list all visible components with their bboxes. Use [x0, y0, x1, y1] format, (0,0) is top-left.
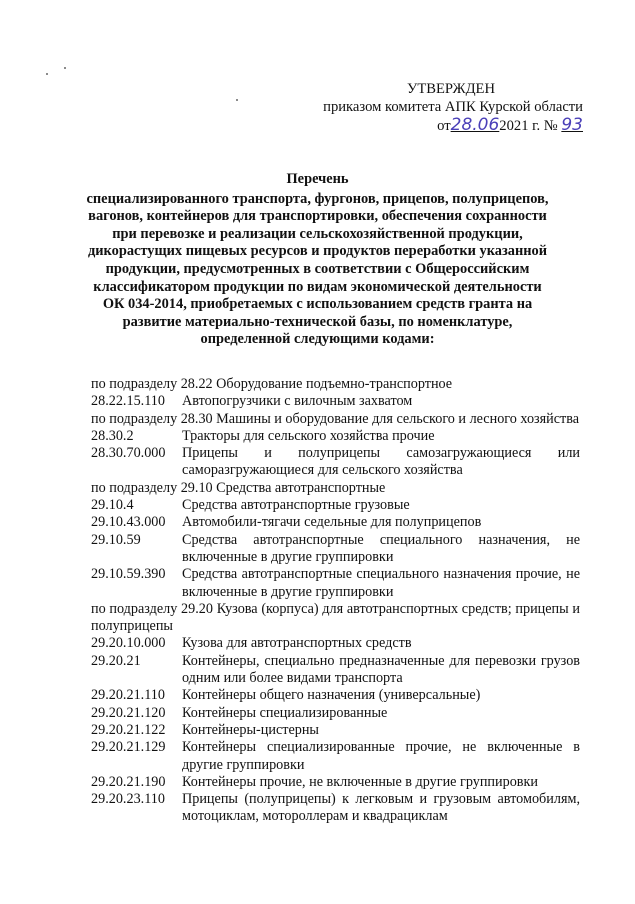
scan-speck [46, 73, 48, 75]
item-code: 29.20.21.122 [91, 721, 166, 738]
list-item [91, 705, 580, 722]
item-code: 28.22.15.110 [91, 393, 165, 410]
date-suffix: 2021 г. № [499, 118, 558, 134]
subsection-heading: по подразделу 29.20 Кузова (корпуса) для автотранспортных средств; прицепы и полуприцепы [91, 600, 580, 635]
subsection-heading: по подразделу 29.10 Средства автотранспортные [91, 479, 386, 496]
item-text: Автомобили-тягачи седельные для полуприцепов [182, 514, 482, 531]
list-item [91, 445, 580, 480]
item-code: 29.10.43.000 [91, 514, 166, 531]
item-code: 29.20.21.190 [91, 773, 166, 790]
item-code: 29.20.21.120 [91, 704, 166, 721]
item-text: Контейнеры прочие, не включенные в другие группировки [182, 773, 538, 790]
subsection-heading: по подразделу 28.30 Машины и оборудование для сельского и лесного хозяйства [91, 410, 580, 427]
list-item [91, 393, 580, 410]
item-text: Средства автотранспортные грузовые [182, 497, 410, 514]
item-code: 29.20.23.110 [91, 791, 165, 808]
item-text: Прицепы (полуприцепы) к легковым и грузовым автомобилям, мотоциклам, мотороллерам и квадрациклам [182, 791, 580, 825]
list-item [91, 722, 580, 739]
scan-speck [236, 99, 238, 101]
list-item [91, 791, 580, 826]
list-item [91, 566, 580, 601]
item-code: 29.20.21.129 [91, 739, 166, 756]
list-item [91, 653, 580, 688]
title-line: определенной следующими кодами: [200, 331, 435, 348]
subsection-heading: по подразделу 28.22 Оборудование подъемно-транспортное [91, 376, 453, 392]
list-item [91, 635, 580, 652]
item-code: 28.30.2 [91, 427, 134, 444]
list-item [91, 497, 580, 514]
item-code: 29.10.4 [91, 497, 134, 514]
approval-order-line: приказом комитета АПК Курской области [323, 99, 583, 115]
list-item [91, 532, 580, 567]
item-text: Кузова для автотранспортных средств [182, 635, 412, 652]
item-code: 29.20.10.000 [91, 635, 166, 652]
scan-speck [64, 67, 66, 69]
title-line: продукции, предусмотренных в соответствии с Общероссийским [105, 260, 530, 277]
approval-date-line [323, 116, 583, 135]
list-item [91, 774, 580, 791]
item-text: Прицепы и полуприцепы самозагружающиеся или саморазгружающиеся для сельского хозяйства [182, 445, 580, 479]
title-heading: Перечень [286, 171, 349, 187]
item-code: 29.10.59 [91, 531, 141, 548]
item-text: Средства автотранспортные специального назначения, не включенные в другие группировки [182, 531, 580, 565]
item-text: Контейнеры-цистерны [182, 721, 319, 738]
list-item [91, 687, 580, 704]
date-prefix: от [437, 118, 451, 134]
document-title [40, 171, 595, 349]
title-line: дикорастущих пищевых ресурсов и продуктов переработки указанной [87, 243, 548, 260]
title-line: развитие материально-технической базы, по номенклатуре, [122, 313, 513, 330]
handwritten-date: 28.06 [450, 115, 500, 135]
list-item [91, 514, 580, 531]
title-line: ОК 034-2014, приобретаемых с использованием средств гранта на [102, 296, 533, 313]
item-code: 29.20.21.110 [91, 687, 165, 704]
item-text: Контейнеры, специально предназначенные для перевозки грузов одним или более видами транспорта [182, 652, 580, 687]
title-line: вагонов, контейнеров для транспортировки, обеспечения сохранности [88, 208, 547, 225]
item-text: Контейнеры общего назначения (универсальные) [182, 687, 481, 704]
approval-block [323, 80, 583, 135]
item-code: 29.10.59.390 [91, 566, 166, 583]
item-code: 28.30.70.000 [91, 445, 166, 462]
approval-heading: УТВЕРЖДЕН [407, 81, 495, 97]
item-code: 29.20.21 [91, 652, 141, 669]
item-text: Контейнеры специализированные [182, 704, 388, 721]
title-line: при перевозке и реализации сельскохозяйственной продукции, [112, 225, 523, 242]
item-text: Тракторы для сельского хозяйства прочие [182, 427, 435, 444]
list-item [91, 428, 580, 445]
title-line: специализированного транспорта, фургонов, прицепов, полуприцепов, [86, 190, 549, 207]
title-line: классификатором продукции по видам экономической деятельности [93, 278, 542, 295]
code-list [91, 376, 580, 826]
item-text: Контейнеры специализированные прочие, не включенные в другие группировки [182, 739, 580, 773]
handwritten-order-number: 93 [561, 115, 583, 135]
item-text: Автопогрузчики с вилочным захватом [182, 393, 413, 410]
list-item [91, 739, 580, 774]
item-text: Средства автотранспортные специального назначения прочие, не включенные в другие группировки [182, 566, 580, 600]
